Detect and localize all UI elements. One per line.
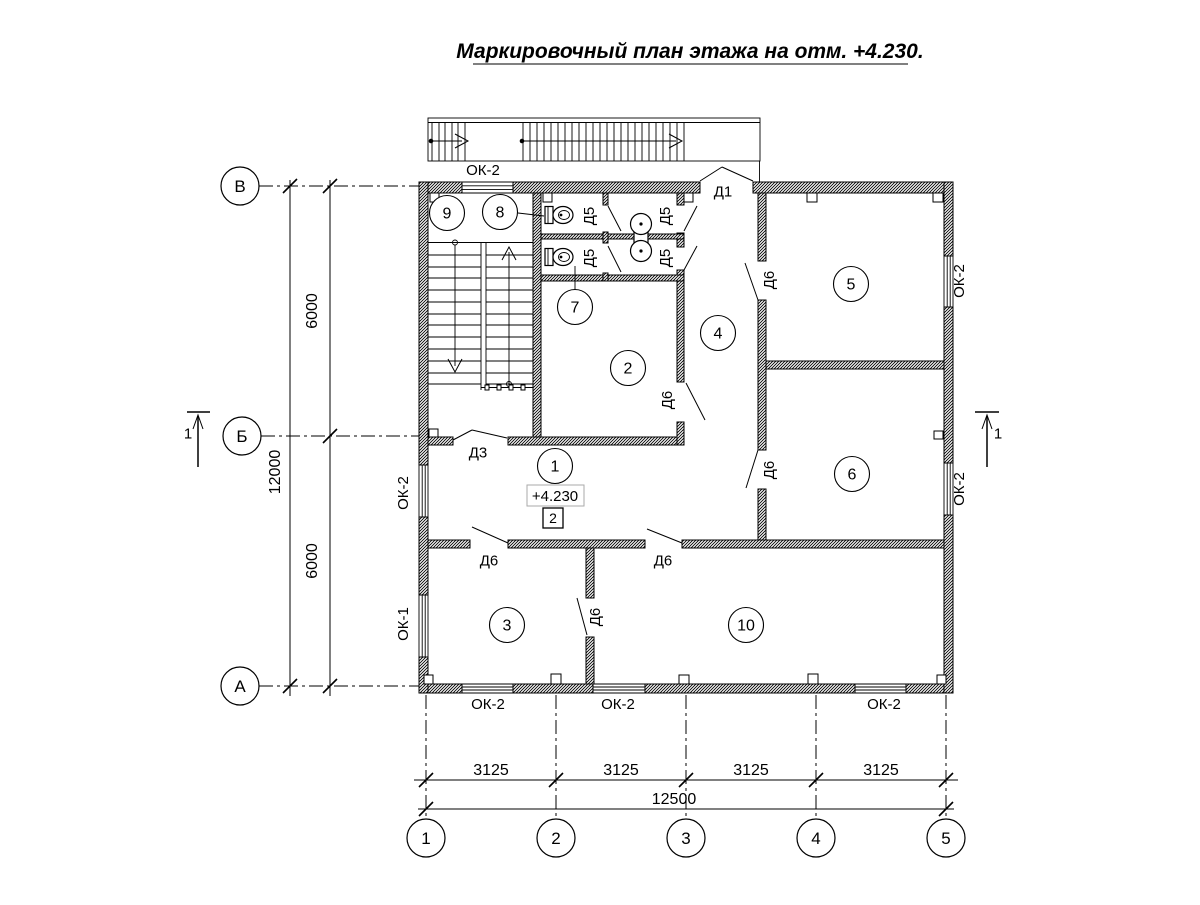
section-mark-right-label: 1: [993, 425, 1003, 443]
stair-post-2: [497, 385, 501, 390]
room-num-10: 10: [737, 617, 755, 635]
vent-top-5: [933, 193, 943, 202]
wall-right-2: [944, 307, 953, 463]
stair-post-4: [521, 385, 525, 390]
wall-wc-east-3: [677, 270, 684, 382]
wall-stair-east: [533, 193, 541, 445]
wall-wc-east-1: [677, 193, 684, 205]
grid-label-row-a: А: [234, 676, 246, 696]
dim-half-bottom: 6000: [304, 543, 321, 579]
door-label-d3: Д3: [468, 444, 488, 462]
vent-bottom-4: [808, 674, 818, 684]
vent-top-2: [543, 193, 552, 202]
drawing-title: Маркировочный план этажа на отм. +4.230.: [456, 40, 924, 63]
dim-bay-4: 3125: [863, 762, 899, 779]
window-label-top: ОК-2: [466, 162, 500, 179]
room-num-6: 6: [847, 466, 857, 484]
wall-rooms310-divider-1: [586, 548, 594, 598]
toilet-1: [545, 207, 573, 224]
wall-left-1: [419, 182, 428, 465]
dim-total-width: 12500: [651, 791, 697, 808]
window-label-left-ok2: ОК-2: [395, 476, 412, 510]
door-label-d6-room10: Д6: [653, 552, 673, 570]
wall-left-2: [419, 517, 428, 595]
door-label-d5-3: Д5: [657, 206, 674, 226]
window-label-bottom-2: ОК-2: [601, 696, 635, 713]
grid-label-col-3: 3: [681, 828, 691, 848]
door-label-d5-4: Д5: [657, 248, 674, 268]
vent-left-mid: [429, 429, 438, 437]
window-label-right-ok2-upper: ОК-2: [951, 264, 968, 298]
wall-bottom-2: [513, 684, 593, 693]
room-num-1: 1: [550, 458, 560, 476]
wall-rooms56-divider: [766, 361, 944, 369]
wall-hall-east-2: [758, 300, 766, 450]
room-num-5: 5: [846, 276, 856, 294]
room-num-9: 9: [442, 205, 452, 223]
grid-label-row-b: Б: [236, 426, 248, 446]
vent-bottom-5: [937, 675, 946, 684]
vent-right-mid: [934, 431, 943, 439]
wall-top-2: [513, 182, 700, 193]
door-label-d1: Д1: [713, 183, 733, 201]
room-num-7: 7: [570, 299, 580, 317]
partition-wc-vert-2: [603, 232, 608, 243]
dim-bay-2: 3125: [603, 762, 639, 779]
wall-hall-east-1: [758, 193, 766, 261]
door-label-d6-divider: Д6: [587, 607, 604, 627]
partition-wc-mid: [541, 234, 684, 239]
stair-post-1: [485, 385, 489, 390]
window-label-right-ok2-lower: ОК-2: [951, 472, 968, 506]
wall-bottom-3: [645, 684, 855, 693]
partition-wc-vert-1: [603, 193, 608, 205]
dim-bay-1: 3125: [473, 762, 509, 779]
elevation-value: +4.230: [531, 487, 579, 505]
wall-right-1: [944, 182, 953, 256]
room-num-8: 8: [495, 204, 505, 222]
window-label-bottom-1: ОК-2: [471, 696, 505, 713]
door-label-d6-room3: Д6: [479, 552, 499, 570]
vent-bottom-3: [679, 675, 689, 684]
room-num-3: 3: [502, 617, 512, 635]
grid-label-col-2: 2: [551, 828, 561, 848]
grid-label-col-5: 5: [941, 828, 951, 848]
dim-bay-3: 3125: [733, 762, 769, 779]
partition-wc-vert-3: [603, 273, 608, 281]
wall-top-3: [753, 182, 953, 193]
vent-top-4: [807, 193, 817, 202]
door-label-d5-2: Д5: [581, 248, 598, 268]
wall-axisb-left: [428, 437, 453, 445]
room-num-2: 2: [623, 360, 633, 378]
partition-wc-south: [541, 275, 684, 281]
wall-hall-east-3: [758, 489, 766, 548]
vent-bottom-2: [551, 674, 561, 684]
window-label-left-ok1: ОК-1: [395, 607, 412, 641]
wall-axisb-right: [508, 437, 684, 445]
toilet-2: [545, 249, 573, 266]
washbasin-pair: [631, 214, 652, 262]
stair-post-3: [509, 385, 513, 390]
window-label-bottom-3: ОК-2: [867, 696, 901, 713]
vent-top-3: [684, 193, 693, 202]
door-label-d6-room5: Д6: [761, 270, 778, 290]
wall-south-corridor-2: [508, 540, 645, 548]
section-mark-left-label: 1: [183, 425, 193, 443]
room-num-4: 4: [713, 325, 723, 343]
dim-half-top: 6000: [304, 293, 321, 329]
dim-total-height: 12000: [267, 449, 284, 495]
grid-label-col-4: 4: [811, 828, 821, 848]
grid-label-row-v: В: [234, 176, 246, 196]
wall-rooms310-divider-2: [586, 637, 594, 684]
node-badge-value: 2: [549, 509, 557, 526]
grid-label-col-1: 1: [421, 828, 431, 848]
vent-bottom-1: [424, 675, 433, 684]
door-label-d5-1: Д5: [581, 206, 598, 226]
door-label-d6-room6: Д6: [761, 460, 778, 480]
wall-south-corridor-1: [428, 540, 470, 548]
door-label-d6-room2: Д6: [659, 390, 676, 410]
wall-south-corridor-3: [682, 540, 944, 548]
wall-right-3: [944, 515, 953, 693]
wall-wc-east-4: [677, 422, 684, 445]
